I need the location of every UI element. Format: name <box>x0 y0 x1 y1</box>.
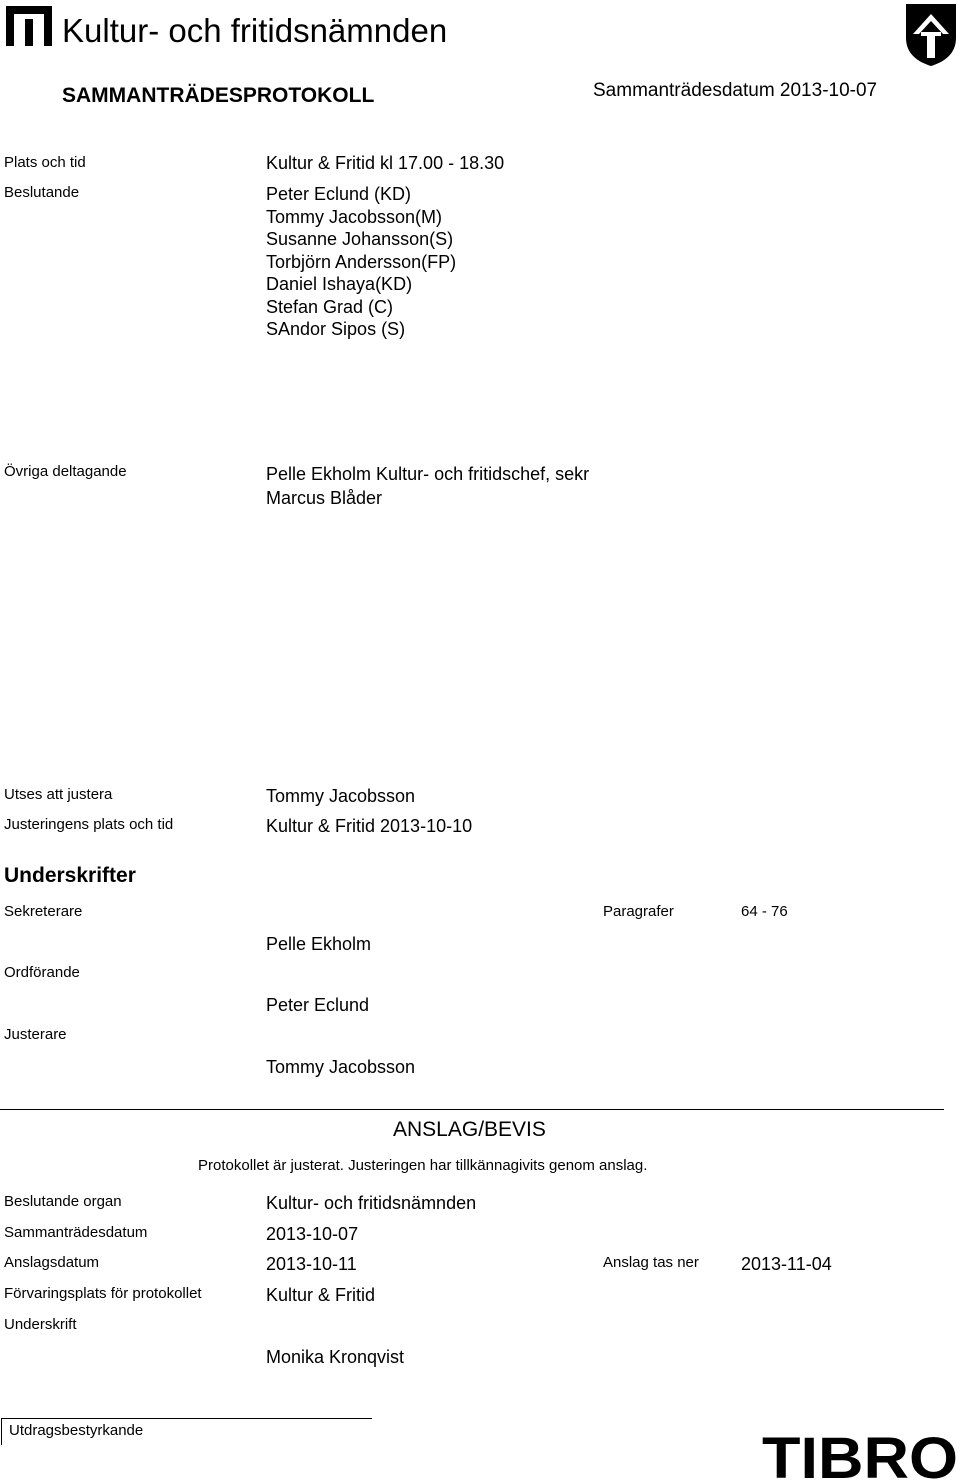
adjust-place-label: Justeringens plats och tid <box>4 816 174 833</box>
chair-label: Ordförande <box>4 964 80 981</box>
removed-date-value: 2013-11-04 <box>741 1254 832 1274</box>
place-time-label: Plats och tid <box>4 154 86 171</box>
posted-date-label: Anslagsdatum <box>4 1254 100 1271</box>
deciding-members-list <box>266 183 456 341</box>
tibro-wordmark-logo <box>762 1419 958 1481</box>
document-type: SAMMANTRÄDESPROTOKOLL <box>62 84 375 107</box>
adjuster-value: Tommy Jacobsson <box>266 786 416 806</box>
other-participants-label: Övriga deltagande <box>4 463 127 480</box>
anslag-divider <box>0 1109 944 1110</box>
org-title: Kultur- och fritidsnämnden <box>62 12 448 49</box>
storage-value: Kultur & Fritid <box>266 1285 376 1305</box>
list-item: Pelle Ekholm Kultur- och fritidschef, sekr <box>266 464 590 484</box>
deciding-organ-label: Beslutande organ <box>4 1193 122 1210</box>
list-item: Daniel Ishaya(KD) <box>266 274 413 294</box>
list-item: Susanne Johansson(S) <box>266 229 454 249</box>
municipal-crest-icon <box>904 2 958 68</box>
meeting-date: Sammanträdesdatum 2013-10-07 <box>593 80 878 101</box>
adjust-place-value: Kultur & Fritid 2013-10-10 <box>266 816 473 836</box>
signature-label: Underskrift <box>4 1316 77 1333</box>
signature-adjuster-label: Justerare <box>4 1026 67 1043</box>
other-participants-list <box>266 462 589 510</box>
secretary-label: Sekreterare <box>4 903 83 920</box>
deciding-label: Beslutande <box>4 184 80 201</box>
list-item: Marcus Blåder <box>266 488 383 508</box>
signature-name: Monika Kronqvist <box>266 1347 405 1367</box>
signatures-heading: Underskrifter <box>4 864 136 887</box>
list-item: Tommy Jacobsson(M) <box>266 206 443 227</box>
chair-name: Peter Eclund <box>266 995 370 1015</box>
list-item: Stefan Grad (C) <box>266 296 394 317</box>
posted-date-value: 2013-10-11 <box>266 1254 357 1274</box>
anslag-meeting-date-value: 2013-10-07 <box>266 1224 359 1244</box>
extract-certification-label: Utdragsbestyrkande <box>9 1422 144 1439</box>
list-item: Peter Eclund (KD) <box>266 184 412 204</box>
anslag-title: ANSLAG/BEVIS <box>393 1118 546 1141</box>
tibro-t-logo <box>6 6 52 46</box>
anslag-meeting-date-label: Sammanträdesdatum <box>4 1224 148 1241</box>
place-time-value: Kultur & Fritid kl 17.00 - 18.30 <box>266 153 505 173</box>
anslag-note: Protokollet är justerat. Justeringen har tillkännagivits genom anslag. <box>198 1157 648 1174</box>
signature-adjuster-name: Tommy Jacobsson <box>266 1057 416 1077</box>
list-item: SAndor Sipos (S) <box>266 319 406 339</box>
removed-date-label: Anslag tas ner <box>603 1254 699 1271</box>
deciding-organ-value: Kultur- och fritidsnämnden <box>266 1193 477 1213</box>
paragraphs-label: Paragrafer <box>603 903 674 920</box>
adjuster-label: Utses att justera <box>4 786 113 803</box>
paragraphs-value: 64 - 76 <box>741 903 788 920</box>
secretary-name: Pelle Ekholm <box>266 934 372 954</box>
storage-label: Förvaringsplats för protokollet <box>4 1285 202 1302</box>
tibro-wordmark-text: TIBRO <box>762 1426 958 1481</box>
list-item: Torbjörn Andersson(FP) <box>266 251 457 272</box>
